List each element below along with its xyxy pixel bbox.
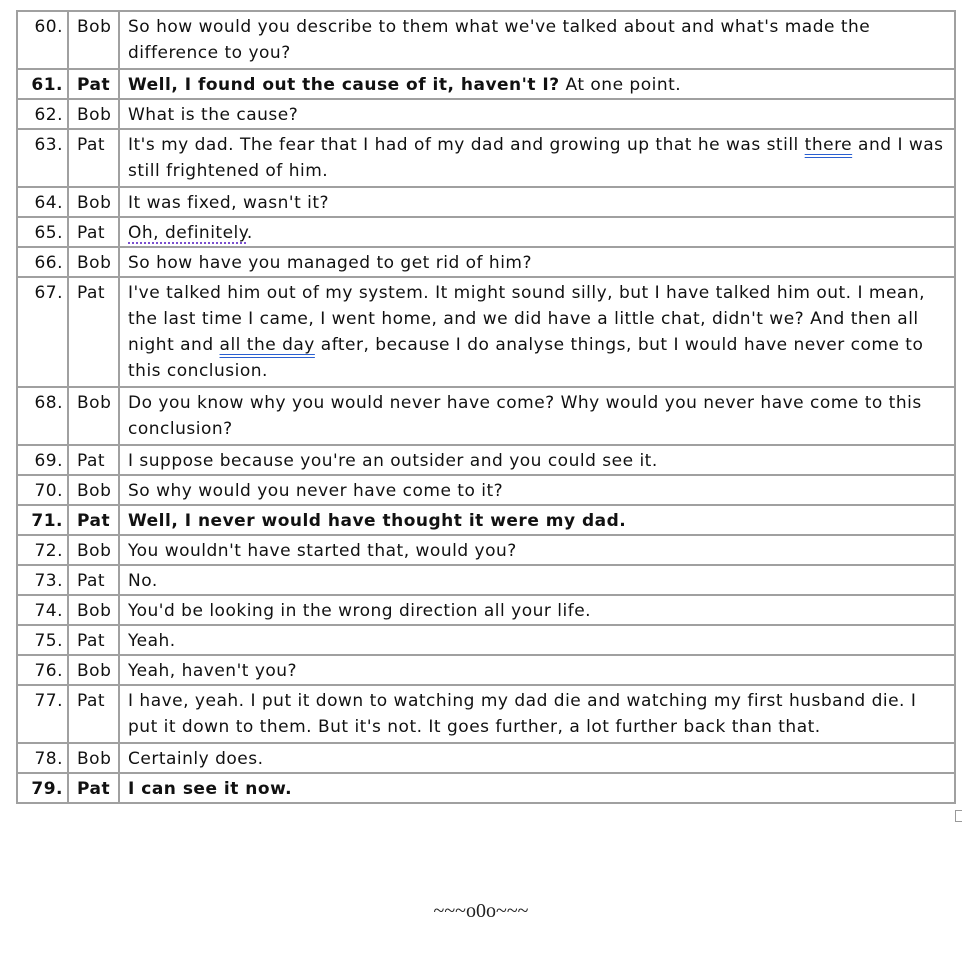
table-row [17, 247, 955, 277]
utterance: Well, I never would have thought it were my dad. [119, 505, 955, 535]
line-number: 72. [17, 535, 68, 565]
utterance: I suppose because you're an outsider and you could see it. [119, 445, 955, 475]
utterance [119, 277, 955, 387]
table-row [17, 187, 955, 217]
speaker: Pat [68, 685, 119, 743]
speaker: Pat [68, 217, 119, 247]
line-number: 60. [17, 11, 68, 69]
utterance: Do you know why you would never have come? Why would you never have come to this conclusion? [119, 387, 955, 445]
table-row [17, 595, 955, 625]
utterance-part: I've talked him out of my system. It might sound silly, but I have talked him out. I mean, the last time I came, I went home, and we did have a little chat, didn't we? And then all night and [128, 283, 926, 355]
speaker: Pat [68, 625, 119, 655]
utterance [119, 217, 955, 247]
section-end-marker: ~~~o0o~~~ [433, 900, 529, 922]
table-row [17, 625, 955, 655]
speaker: Bob [68, 387, 119, 445]
speaker: Pat [68, 69, 119, 99]
utterance: I can see it now. [119, 773, 955, 803]
speaker: Bob [68, 475, 119, 505]
line-number: 65. [17, 217, 68, 247]
table-row [17, 387, 955, 445]
table-row [17, 773, 955, 803]
line-number: 78. [17, 743, 68, 773]
line-number: 73. [17, 565, 68, 595]
line-number: 63. [17, 129, 68, 187]
utterance: Yeah. [119, 625, 955, 655]
utterance-rest: At one point. [559, 75, 682, 95]
utterance: I have, yeah. I put it down to watching my dad die and watching my first husband die. I put it down to them. But it's not. It goes further, a lot further back than that. [119, 685, 955, 743]
line-number: 68. [17, 387, 68, 445]
utterance-emphasis: Well, I found out the cause of it, haven't I? [128, 75, 560, 95]
line-number: 62. [17, 99, 68, 129]
line-number: 66. [17, 247, 68, 277]
speaker: Pat [68, 773, 119, 803]
utterance-part: . [246, 223, 253, 243]
utterance: So how have you managed to get rid of him? [119, 247, 955, 277]
utterance: So why would you never have come to it? [119, 475, 955, 505]
speaker: Bob [68, 11, 119, 69]
speaker: Bob [68, 595, 119, 625]
table-row [17, 505, 955, 535]
speaker: Pat [68, 277, 119, 387]
table-row [17, 535, 955, 565]
table-row [17, 475, 955, 505]
speaker: Pat [68, 505, 119, 535]
utterance-part: It's my dad. The fear that I had of my dad and growing up that he was still [128, 135, 805, 155]
speaker: Pat [68, 565, 119, 595]
table-row [17, 743, 955, 773]
spellcheck-underline[interactable]: all the day [219, 335, 315, 355]
table-row [17, 655, 955, 685]
utterance: You'd be looking in the wrong direction all your life. [119, 595, 955, 625]
transcript-table [16, 10, 956, 804]
table-row [17, 565, 955, 595]
line-number: 61. [17, 69, 68, 99]
utterance: It was fixed, wasn't it? [119, 187, 955, 217]
line-number: 74. [17, 595, 68, 625]
line-number: 69. [17, 445, 68, 475]
line-number: 75. [17, 625, 68, 655]
utterance: Yeah, haven't you? [119, 655, 955, 685]
table-row [17, 685, 955, 743]
spellcheck-underline[interactable]: there [804, 135, 853, 155]
table-resize-handle[interactable] [955, 810, 962, 822]
utterance: No. [119, 565, 955, 595]
line-number: 64. [17, 187, 68, 217]
utterance-part: after, because I do analyse things, but I would have never come to this conclusion. [128, 335, 924, 381]
line-number: 79. [17, 773, 68, 803]
line-number: 70. [17, 475, 68, 505]
speaker: Pat [68, 129, 119, 187]
speaker: Bob [68, 247, 119, 277]
speaker: Bob [68, 655, 119, 685]
speaker: Bob [68, 535, 119, 565]
table-row [17, 217, 955, 247]
utterance-part: and I was still frightened of him. [128, 135, 944, 181]
utterance [119, 69, 955, 99]
table-row [17, 99, 955, 129]
line-number: 71. [17, 505, 68, 535]
line-number: 76. [17, 655, 68, 685]
utterance: What is the cause? [119, 99, 955, 129]
line-number: 67. [17, 277, 68, 387]
table-row [17, 129, 955, 187]
utterance: You wouldn't have started that, would you? [119, 535, 955, 565]
utterance [119, 129, 955, 187]
speaker: Bob [68, 743, 119, 773]
speaker: Bob [68, 99, 119, 129]
table-row [17, 277, 955, 387]
utterance: So how would you describe to them what we've talked about and what's made the difference to you? [119, 11, 955, 69]
table-row [17, 11, 955, 69]
table-row [17, 69, 955, 99]
line-number: 77. [17, 685, 68, 743]
speaker: Pat [68, 445, 119, 475]
utterance: Certainly does. [119, 743, 955, 773]
speaker: Bob [68, 187, 119, 217]
grammar-underline[interactable]: Oh, definitely [128, 223, 247, 243]
table-row [17, 445, 955, 475]
